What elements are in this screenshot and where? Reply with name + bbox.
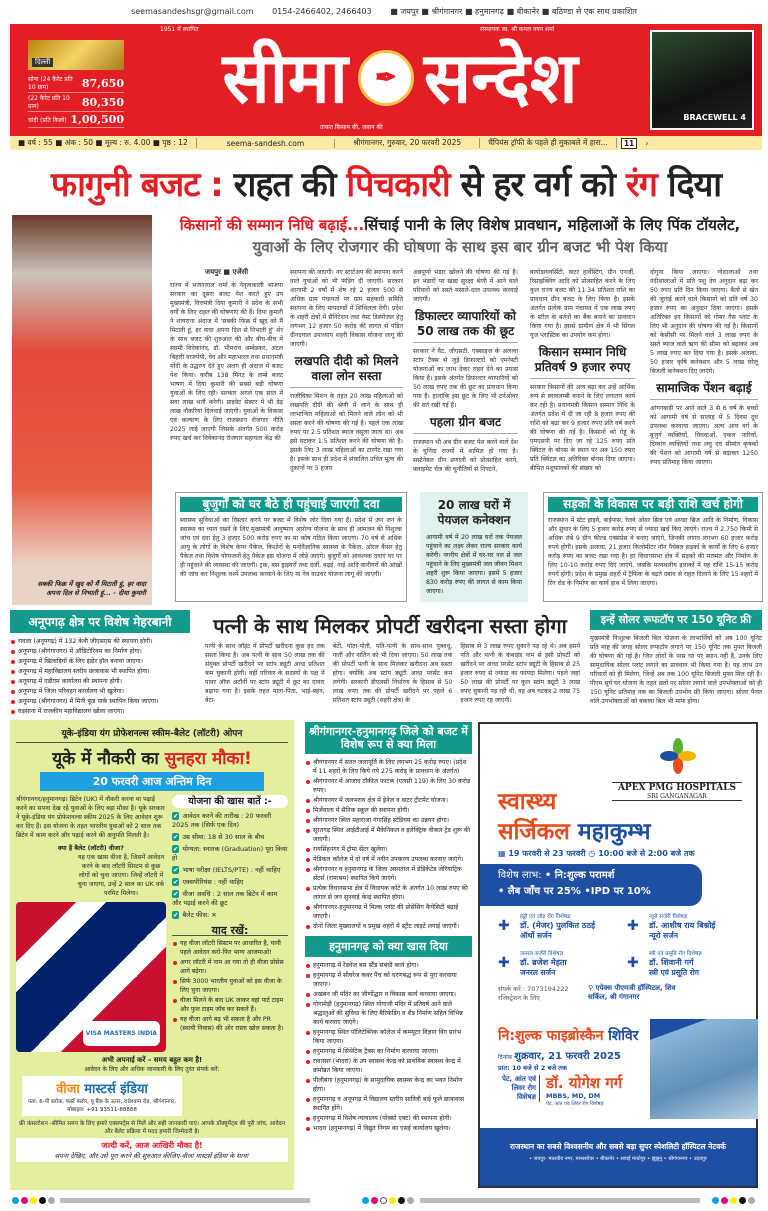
list-item: हनुमानगढ़ स्थित पॉलिटेक्निक कॉलेज में कम्प्यूटर विज्ञान विंग प्रारंभ किया जाएगा। [305,1028,472,1046]
surgery-photo [650,1019,758,1119]
list-item: घड़साना में राजकीय महाविद्यालय खोला जाएगा। [10,707,190,716]
checkmark-icon: ✔ [173,911,179,919]
feature-item: ✔ योग्यता: स्नातक (Graduation) पूरा किया हो [172,845,288,862]
property-article: पत्नी के साथ जॉइंट में प्रोपर्टी खरीदना कुछ हद तक सस्ता किया है। अब पत्नी के साथ 50 लाख तक की संयुक्त प्रोपर्टी खरीदने पर स्टांप ड्यूटी आधा प्रतिशत कम चुकानी होगी। वहीं परिवार के सदस्यों के पक्ष में पावर ऑफ अटॉर्नी पर स्टांप ड्यूटी में छूट का दायरा बढ़ाया गया है। इसके तहत माता-पिता, भाई-बहन, बेटा- बेटी, पोता-पोती, पति-पत्नी के साथ-साथ पुत्रवधू, नाती और नातिन को भी दिया जाएगा। 50 लाख तक की प्रोपर्टी पत्नी के साथ मिलकर खरीदना अब सस्ता होगा। क्योंकि अब स्टांप ड्यूटी आधा परसेंट कम लगेगी। सरकारी डीएलसी निर्धारण के हिसाब से 50 लाख रुपए तक की प्रोपर्टी खरीदने पर पहले 6 प्रतिशत स्टांप ड्यूटी (शहरी क्षेत्र) के हिसाब से 3 लाख रुपए चुकाने पड़ रहे थे। अब इसमें पति और पत्नी के कंबाइंड नाम से इसी प्रोपर्टी को खरीदने पर आधा परसेंट स्टांप ड्यूटी के हिसाब से 25 हजार रुपए से ज्यादा का फायदा मिलेगा। पहले जहां 50 लाख की प्रोपर्टी पर कुल स्टांप ड्यूटी 3 लाख रुपए चुकानी पड़ रही थी, वह अब घटकर 2 लाख 75 हजार रुपए रह जाएगी। [205,643,581,704]
features-list [172,812,288,920]
remember-list [172,939,288,1033]
doctor-card: ✚ हड्डी एवं जोड़ रोग विशेषज्ञ डॉ. (मेजर) पुलकित ठठई ऑर्थो सर्जन [498,914,596,940]
lead-column-2: स्थापना की जाएगी। नए स्टार्टअप की स्थापना करने वाले युवाओं को भी फंडिंग दी जाएगी। सरकार आगामी 2 वर्षों में शेष रहे 2 हजार 500 से अधिक ग्राम पंचायतों पर ग्राम सहकारी समिति स्थापना के लिए मापदण्डों में शिथिलता देगी। प्रदेश के शहरी क्षेत्रों में सैनिटेशन तथा वेस्ट डिस्पोजल हेतु लगभग 12 हजार 50 करोड़ की लागत से पंडित दीनदयाल उपाध्याय शहरी विकास योजना लागू की जाएगी। लखपति दीदी को मिलने वाला लोन सस्ता राजीविका मिशन के तहत 20 लाख महिलाओं को लखपति दीदी की श्रेणी में लाने के साथ ही लाभान्वित महिलाओं को मिलने वाले लोन को भी सस्ता करने की घोषणा की गई है। पहले एक लाख रुपए पर 2.5 प्रतिशत ब्याज वसूला जाता था। अब इसे घटाकर 1.5 प्रतिशत करने की घोषणा की है। इसके लिए 3 लाख महिलाओं का टारगेट रखा गया है। इसके साथ ही प्रदेश में संचालित उचित मूल्य की दुकानों पर 5 हजार [290,269,403,472]
checkmark-icon: ✔ [173,890,179,898]
apex-hospital-advertisement: APEX PMG HOSPITALS SRI GANGANAGAR स्वास्थ्य सर्जिकल महाकुम्भ ▦ 19 फरवरी से 23 फरवरी ◷ 10:00 बजे से 2:00 बजे तक विशेष लाभ: • नि:शुल्क परामर्श • लैब जाँच पर 25% •IPD पर 10% ✚ हड्डी एवं जोड़ रोग विशेषज्ञ डॉ. (मेजर) पुलकित ठठई ऑर्थो सर्जन ✚ न्यूरो सर्जरी विशेषज्ञ डॉ. आशीष राय बिश्नोई न्यूरो सर्जन ✚ जनरल सर्जरी विशेषज्ञ डॉ. ब्रजेश मेहता जनरल सर्जन ✚ स्त्री एवं प्रसूति रोग विशेषज्ञ डॉ. शिवानी गर्ग स्त्री एवं प्रसूति रोग संपर्क करें : 7073194222 रजिस्ट्रेशन के लिए ⚲ एपेक्स पीएमजी हॉस्पिटल, शिव सर्किल, श्री गंगानगर नि:शुल्क फाइब्रोस्कैन शिविर दिनांक शुक्रवार, 21 फरवरी 2025 प्रात: 10 बजे से 2 बजे तक पेट, आंत एवं लिवर रोग विशेषज्ञ डॉ. योगेश गर्ग MBBS, MD, DM पेट, आंत एवं लिवर रोग विशेषज्ञ राजस्थान का सबसे विश्वसनीय और सबसे बड़ा सुपर स्पेशलिटी हॉस्पिटल नेटवर्क • जयपुर- मालवीय नगर, मानसरोवर • बीकानेर • सवाई माधोपुर • झुंझुनू • श्रीगंगानगर • उदयपुर [478,722,758,1188]
list-item: हनुमानगढ़ में रेडवेज बस स्टैंड संबंधी कार्य होगा। [305,961,472,970]
list-item: श्रीगंगानगर-हनुमानगढ़ में मिल्क प्लांट की प्रोसेसिंग कैपेसिटी बढ़ाई जाएगी। [305,903,472,921]
color-registration-marks [712,1196,755,1204]
info-bar: ■ वर्ष : 55 ■ अंक : 50 ■ मूल्य : रु. 4.00 ■ पृष्ठ : 12 seema-sandesh.com श्रीगंगानगर, गुरुवार, 20 फरवरी 2025 चैंपियंस ट्रॉफी के पहले ही मुकाबले में हारा... 11 › [10,136,762,150]
rate-row: चांदी (प्रति किलो) 1,00,500 [28,113,124,126]
list-item: गोगामेड़ी (हनुमानगढ़) स्थित गोगाजी मंदिर में प्रतिवर्ष आने वाले श्रद्धालुओं की सुविधा के लिए बैरिकेडिंग व शैड निर्माण सहित विभिन्न कार्य करवाए जाएंगे। [305,1000,472,1027]
solar-section: इन्हें सोलर रूफटॉप पर 150 यूनिट फ्री मुख्यमंत्री निःशुल्क बिजली बिल योजना के लाभार्थियों को अब 100 यूनिट प्रति माह की जगह सोलर रूफटॉप लगाने पर 150 यूनिट तक मुफ्त बिजली की घोषणा की गई है। जिन लोगों के पास घर पर स्थान नहीं है, उनके लिए सामुदायिक सोलर प्लांट लगाने का प्रावधान भी किया गया है। यह लाभ उन परिवारों को ही मिलेगा, जिन्हें अब तक 100 यूनिट बिजली मुफ्त मिल रही है। पीएम सूर्य घर योजना के तहत छतों पर सोलर लगाने वाले उपभोक्ताओं को ही 150 यूनिट प्रतिमाह तक का बिजली उपभोग फ्री किया जाएगा। सोलर पैनल वाले उपभोक्ताओं को बकाया बिल भी माफ होगा। [590,610,762,706]
lead-column-5: दोगुना किया जाएगा। गोशालाओं तथा नंदीशालाओं में प्रति पशु देय अनुदान बढ़ा कर 50 रुपए प्रति दिन किया जाएगा। बैलों से खेत की जुताई करने वाले किसानों को प्रति वर्ष 30 हजार रुपए का अनुदान दिया जाएगा। इसके अतिरिक्त इन किसानों को गोबर गैस प्लांट के लिए भी अनुदान की घोषणा की गई है। किसानों को केसीसी पर मिलने वाले 3 लाख रुपए के सस्ते ब्याज वाले ऋण की सीमा को बढ़ाकर अब 5 लाख रुपए कर दिया गया है। इसके अलावा, 50 हजार कृषि कनेक्शन और 5 लाख घरेलू बिजली कनेक्शन दिए जाएंगे। सामाजिक पेंशन बढ़ाई आंगनबाड़ी पर आने वाले 3 से 6 वर्ष के बच्चों को आगामी वर्ष से सप्ताह में 5 दिवस दूध उपलब्ध करवाया जाएगा। अल्प आय वर्ग के बुजुर्ग व्यक्तियों, विधवाओं, एकल नारियों, दिव्यांग व्यक्तियों तथा लघु एवं सीमांत कृषकों की पेंशन को आगामी वर्ष से बढ़ाकर 1250 रुपए प्रतिमाह किया जाएगा। [650,269,758,466]
founder: संस्थापक स्व. श्री कमल नयन शर्मा [480,26,555,33]
doctors-and-contact: ✚ हड्डी एवं जोड़ रोग विशेषज्ञ डॉ. (मेजर) पुलकित ठठई ऑर्थो सर्जन ✚ न्यूरो सर्जरी विशेषज्ञ डॉ. आशीष राय बिश्नोई न्यूरो सर्जन ✚ जनरल सर्जरी विशेषज्ञ डॉ. ब्रजेश मेहता जनरल सर्जन ✚ स्त्री एवं प्रसूति रोग विशेषज्ञ डॉ. शिवानी गर्ग स्त्री एवं प्रसूति रोग संपर्क करें : 7073194222 रजिस्ट्रेशन के लिए ⚲ एपेक्स पीएमजी हॉस्पिटल, शिव सर्किल, श्री गंगानगर [498,912,748,1002]
phone: 0154-2466402, 2466403 [272,7,372,16]
pen-emblem-icon: ✒ [358,50,414,106]
list-item: हनुमानगढ़ व अनूपगढ़ में विद्यालय स्तरीय सावित्री बाई फूले छात्रावास स्थापित होंगे। [305,1095,472,1113]
doctor-list [498,912,748,978]
property-headline: पत्नी के साथ मिलकर प्रोपर्टी खरीदना सस्ता होगा [213,614,567,638]
lead-subheadline: किसानों की सम्मान निधि बढ़ाई...सिंचाई पानी के लिए विशेष प्रावधान, महिलाओं के लिए पिंक टॉयलेट, युवाओं के लिए रोजगार की घोषणा के साथ इस बार ग्रीन बजट भी पेश किया [179,216,741,256]
elderly-medicine-box: बुजुर्गों को घर बैठे ही पहुंचाई जाएगी दवा स्वास्थ्य सुविधाओं का विस्तार करने पर बजट में विशेष जोर दिया गया है। प्रदेश में जन जन के स्वास्थ्य का ध्यान रखने के लिए मुख्यमंत्री आयुष्मान आरोग्य योजना के साथ ही आमजन की निशुल्क जांच एवं दवा हेतु 3 हजार 500 करोड़ रुपए का मा कोष गठित किया जाएगा। 70 वर्ष से अधिक आयु के लोगों के विशेष केयर पैकेज, किशोरों के मनोवैज्ञानिक स्वास्थ्य के पैकेज, ओरल कैंसर हेतु पैकेज तथा विशेष योग्यजनों हेतु पैकेज इस योजना में जोड़े जाएंगे। बुजुर्गों को आवश्यक दवाएं घर पर ही पहुंचाने की व्यवस्था की जाएगी। ट्रक, बस ड्राइवरों तथा दर्जी, बढ़ई, नाई आदि कारीगरों की आंखों की जांच कर निशुल्क चश्मे उपलब्ध करवाने के लिए मा नेत्र वाउचर योजना लागू की जाएगी। [175,492,407,602]
color-registration-marks [12,1196,55,1204]
clock-icon: ◷ [588,849,599,858]
masthead [10,24,762,136]
visa-masters-logo: VISA MASTERS INDIA [83,1021,160,1046]
rate-row: (22 कैरेट प्रति 10 ग्राम) 80,350 [28,95,124,110]
editions: ■ जयपुर ■ श्रीगंगानगर ■ हनुमानगढ़ ■ बीकानेर ■ बठिण्डा से एक साथ प्रकाशित [390,7,637,16]
list-item: अनूपगढ़ में जिला परिवहन कार्यालय भी खुलेगा। [10,687,190,696]
list-item: सिर्फ 3000 भारतीय युवाओं को इस वीजा के लिए चुना जाएगा। [172,977,288,995]
photo-caption: सबकी फिक्र में खुद को मैं मिटाती हूं, हर वादा अपना दिल से निभाती हूं... - दीया कुमारी [37,580,146,597]
list-item: अगर लॉटरी में नाम आ गया तो ही वीजा प्रोसेस आगे बढ़ेगा। [172,958,288,976]
color-registration-bar [420,1198,700,1203]
finance-minister-photo [12,215,152,605]
specialty-icon: ✚ [498,955,510,971]
model-with-crown-image [16,902,166,1052]
feature-item: ✔ वीजा अवधि : 2 साल तक ब्रिटेन में काम और पढ़ाई करने की छूट [172,890,278,907]
feature-item: ✔ एक्सपीरियंस : नहीं चाहिए [173,878,244,886]
calendar-icon: ▦ [498,849,509,858]
website-link[interactable]: seema-sandesh.com [197,139,335,148]
list-item: सूरतगढ़ स्थित आईटीआई में मैकेनिकल व इलेक्ट्रिक वीकल ट्रेड शुरू की जाएगी। [305,826,472,844]
cricket-photo: BRACEWELL 4 [650,30,754,130]
rates-city: दिल्ली [32,58,53,67]
list-item: मेडिकल कॉलेज में दो वर्ष में नवीन उपकरण उपलब्ध करवाए जाएंगे। [305,855,472,864]
list-item: पीलीबंगा (हनुमानगढ़) के सामुदायिक स्वास्थ्य केन्द्र का भवन निर्माण होगा। [305,1076,472,1094]
lead-column-1: जयपुर ■ एजेंसी राज्य में भजनलाल शर्मा के नेतृत्वकाली भाजपा सरकार का दूसरा बजट पेश करते हुए उप मुख्यमंत्री, वित्तमंत्री दिया कुमारी ने प्रदेश के सभी वर्गों के लिए राहत की घोषणाएं की हैं। दिया कुमारी ने शायराना अंदाज में 'सबकी फिक्र में खुद को मैं मिटाती हूं, हर वादा अपना दिल से निभाती हूं' शेर के साथ बजट की शुरुआत की और बीच-बीच में स्वामी विवेकानंद, डॉ. भीमराव अम्बेडकर, अटल बिहारी वाजपेयी, वेद और महाभारत तथा प्रधानमंत्री मोदी के उद्धरण देते हुए अलग ही अंदाज में बजट पेश किया। करीब 138 मिनट के लम्बे बजट भाषण में दिया कुमारी की सबसे बड़ी घोषणा युवाओं के लिए रही। सरकार अगले एक साल में सवा लाख भर्ती करेगी। प्राइवेट सेक्टर में भी डेढ़ लाख नौकरियां दिलवाई जाएंगी। युवाओं के विकास एवं कल्याण के लिए राजस्थान रोजगार नीति 2025 लाई जाएगी जिसके अंतर्गत 500 करोड़ रुपए खर्च कर विवेकानंद रोजगार सहायता केंद्र की [170,268,283,442]
list-item: यह वीजा लॉटरी सिस्टम पर आधारित है, यानी पहले आवेदन करो-फिर भाग्य आजमाओ! [172,939,288,957]
list-item: श्रीगंगानगर में सतत जलापूर्ति के लिए लगभग 25 करोड़ रुपए। (प्रदेश में 11 शहरों के लिए किये गये 275 करोड़ के प्रावधान के अंतर्गत) [305,758,472,776]
rate-row: सोना (24 कैरेट प्रति 10 ग्राम) 87,650 [28,76,124,91]
specialty-icon: ✚ [627,955,639,971]
apex-flower-logo-icon [660,738,696,774]
feature-item: ✔ आवेदन करने की तारीख : 20 फरवरी 2025 तक (सिर्फ एक दिन) [172,812,272,829]
doctor-card: ✚ स्त्री एवं प्रसूति रोग विशेषज्ञ डॉ. शिवानी गर्ग स्त्री एवं प्रसूति रोग [627,951,702,977]
list-item: श्रीगंगानगर व हनुमानगढ़ के जिला अस्पताल में डेडिकेटेड जेरियाट्रिक सेंटर्स (रामाश्रम) स्थापित किये जाएंगे। [305,865,472,883]
list-item: हनुमानगढ़ में सिंथेटिक ट्रैक्स का निर्माण करवाया जाएगा। [305,1047,472,1056]
feature-item: ✔ भाषा परीक्षा (IELTS/PTE) : नहीं चाहिए [173,866,281,874]
uk-visa-advertisement: यूके-इंडिया यंग प्रोफेशनल्स स्कीम-बैलेट (लॉटरी) ओपन यूके में नौकरी का सुनहरा मौका! 20 फरवरी आज अन्तिम दिन श्रीगंगानगर/हनुमानगढ़। ब्रिटेन (UK) में नौकरी करना या पढ़ाई करने का सपना देख रहे युवाओं के लिए बड़ा मौका है। यूके सरकार ने यूके-इंडिया यंग प्रोफेशनल्स स्कीम 2025 के लिए आवेदन शुरू कर दिए हैं। इस योजना के तहत भारतीय युवाओं को 2 साल तक ब्रिटेन में काम करने और पढ़ाई करने की अनुमति मिलती है। क्या है बैलेट (लॉटरी) वीजा? यह एक खास वीजा है, जिसमें आवेदन करने के बाद लॉटरी सिस्टम से कुछ लोगों को चुना जाएगा। जिन्हें लॉटरी में चुना जाएगा, उन्हें 2 साल का UK वर्क परमिट मिलेगा। VISA MASTERS INDIA योजना की खास बातें :- ✔ आवेदन करने की तारीख : 20 फरवरी 2025 तक (सिर्फ एक दिन) ✔ उम्र सीमा: 18 से 30 साल के बीच ✔ योग्यता: स्नातक (Graduation) पूरा किया हो ✔ भाषा परीक्षा (IELTS/PTE) : नहीं चाहिए ✔ एक्सपीरियंस : नहीं चाहिए ✔ वीजा अवधि : 2 साल तक ब्रिटेन में काम और पढ़ाई करने की छूट ✔ बैलेट फीस: ✕ याद रखें: यह वीजा लॉटरी सिस्टम पर आधारित है, यानी पहले आवेदन करो-फिर भाग्य आजमाओ! अगर लॉटरी में नाम आ गया तो ही वीजा प्रोसेस आगे बढ़ेगा। सिर्फ 3000 भारतीय युवाओं को इस वीजा के लिए चुना जाएगा। वीजा मिलने के बाद UK जाकर वहां पार्ट टाइम और फुल टाइम जॉब कर सकते हैं। यह वीजा आगे बढ़ भी सकता है और PR (स्थायी निवास) की ओर रास्ता खोल सकता है। अभी अपनाई करें – समय बहुत कम है! आवेदन के लिए और अधिक जानकारी के लिए तुरंत संपर्क करें: वीजा मास्टर्स इंडिया पता: 6-पी ब्लॉक, फर्स्ट फ्लोर, यू बैंक के ऊपर, राधेश्याम रोड, श्रीगंगानगर, मोबाइल: +91 93511-88888 फ्री कंसल्टेशन -सीमित समय के लिए हमारे एक्सपर्ट्स से मिलें और सही जानकारी पाएं। आपके डॉक्यूमेंट्स की पूरी जांच, आवेदन और बैलेट प्रक्रिया में मदद हमारी जिम्मेदारी है। जल्दी करें, आज आखिरी मौका है! सपना देखिए, और उसे पूरा करने की शुरुआत कीजिए-वीजा मास्टर्स इंडिया के साथ! [10,720,294,1190]
list-item: अनूपगढ़ (श्रीगंगानगर) में ऑडिटोरियम का निर्माण होगा। [10,647,190,656]
checkmark-icon: ✔ [173,833,179,841]
list-item: अनूपगढ़ (श्रीगंगानगर) में मिनी फूड पार्क स्थापित किया जाएगा। [10,697,190,706]
feature-item: ✔ बैलेट फीस: ✕ [173,911,217,919]
color-registration-bar [60,1198,310,1203]
list-item: रावला (अनूपगढ़) में 132 केवी जीएसएस की स्थापना होगी। [10,637,190,646]
top-contact-line [0,6,768,17]
list-item: भादरा (हनुमानगढ़) में विद्युत निगम का एसई कार्यालय खुलेगा। [305,1124,472,1133]
established: 1951 में स्थापित [160,26,199,33]
list-item: श्रीगंगानगर में आजाद टॉकीज फाटक (एलसी 119) के लिए 30 करोड़ रुपए। [305,777,472,795]
ganganagar-section: श्रीगंगानगर-हनुमानगढ़ जिले को बजट में विशेष रूप से क्या मिला श्रीगंगानगर में सतत जलापूर्ति के लिए लगभग 25 करोड़ रुपए। (प्रदेश में 11 शहरों के लिए किये गये 275 करोड़ के प्रावधान के अंतर्गत) श्रीगंगानगर में आजाद टॉकीज फाटक (एलसी 119) के लिए 30 करोड़ रुपए। श्रीगंगानगर में जलभराव क्षेत्र में ड्रेनेज व वाटर ट्रीटमेंट योजना। मिर्जेवाला में सैनिक स्कूल की स्थापना होगी। श्रीगंगानगर स्थित महाराजा गंगासिंह स्टेडियम का उन्नयन होगा। सूरतगढ़ स्थित आईटीआई में मैकेनिकल व इलेक्ट्रिक वीकल ट्रेड शुरू की जाएगी। रायसिंहनगर में ट्रोमा सेंटर खुलेगा। मेडिकल कॉलेज में दो वर्ष में नवीन उपकरण उपलब्ध करवाए जाएंगे। श्रीगंगानगर व हनुमानगढ़ के जिला अस्पताल में डेडिकेटेड जेरियाट्रिक सेंटर्स (रामाश्रम) स्थापित किये जाएंगे। प्रत्येक विधानसभा क्षेत्र में विधायक कोटे के अंतर्गत 10 लाख रुपए की लागत से जन सुनवाई केन्द्र स्थापित होगा। श्रीगंगानगर-हनुमानगढ़ में मिल्क प्लांट की प्रोसेसिंग कैपेसिटी बढ़ाई जाएगी। दोनों जिला मुख्यालयों व प्रमुख शहरों में स्ट्रीट लाइटें लगाई जाएंगी। हनुमानगढ़ को क्या खास दिया हनुमानगढ़ में रेडवेज बस स्टैंड संबंधी कार्य होगा। हनुमानगढ़ में सीवरेज कवर पैच को चरणबद्ध रूप से पूरा करवाया जाएगा। अखबन जी मंदिर का जीर्णोद्धार व विकास कार्य करवाया जाएगा। गोगामेड़ी (हनुमानगढ़) स्थित गोगाजी मंदिर में प्रतिवर्ष आने वाले श्रद्धालुओं की सुविधा के लिए बैरिकेडिंग व शैड निर्माण सहित विभिन्न कार्य करवाए जाएंगे। हनुमानगढ़ स्थित पॉलिटेक्निक कॉलेज में कम्प्यूटर विज्ञान विंग प्रारंभ किया जाएगा। हनुमानगढ़ में सिंथेटिक ट्रैक्स का निर्माण करवाया जाएगा। रावतसर (भादरा) के उप स्वास्थ्य केन्द्र को प्राथमिक स्वास्थ्य केन्द्र में क्रमोन्नत किया जाएगा। पीलीबंगा (हनुमानगढ़) के सामुदायिक स्वास्थ्य केन्द्र का भवन निर्माण होगा। हनुमानगढ़ व अनूपगढ़ में विद्यालय स्तरीय सावित्री बाई फूले छात्रावास स्थापित होंगे। हनुमानगढ़ में विशेष न्यायालय (पोक्सो एक्ट) की स्थापना होगी। भादरा (हनुमानगढ़) में विद्युत निगम का एसई कार्यालय खुलेगा। [305,722,472,1134]
list-item: श्रीगंगानगर स्थित महाराजा गंगासिंह स्टेडियम का उन्नयन होगा। [305,816,472,825]
checkmark-icon: ✔ [173,845,179,853]
list-item: प्रत्येक विधानसभा क्षेत्र में विधायक कोटे के अंतर्गत 10 लाख रुपए की लागत से जन सुनवाई केन्द्र स्थापित होगा। [305,884,472,902]
teaser-link[interactable]: चैंपियंस ट्रॉफी के पहले ही मुकाबले में हारा... [480,138,617,148]
lead-column-3: अन्नपूर्णा भंडार खोलने की घोषणा की गई है। इन भंडारों पर खाद्य सुरक्षा श्रेणी में आने वाले परिवारों को सस्ते मसाले-दाल उपलब्ध करवाई जाएंगी। डिफाल्टर व्यापारियों को 50 लाख तक की छूट सरकार ने वैट, जीएसटी, एक्साइज के अलावा स्टांप टैक्स से जुड़े डिफाल्टरों को एमनेस्टी योजनाओं का लाभ देकर राहत देने का प्रयास किया है। इसके अंतर्गत डिफाल्टर व्यापारियों को 50 लाख रुपए तक की छूट का प्रावधान किया गया है। हालांकि इस छूट के लिए भी टर्नओवर की शर्त रखी गई है। पहला ग्रीन बजट राजस्थान भी अब ग्रीन बजट पेश करने वाले देश के चुनिंदा राज्यों में शामिल हो गया है। सस्टेनेबल ग्रीन प्रणाली को प्रोत्साहित करने, क्लाइमेट चेंज की चुनौतियों से निपटने, [413,269,518,473]
checkmark-icon: ✔ [173,866,179,874]
list-item: श्रीगंगानगर में जलभराव क्षेत्र में ड्रेनेज व वाटर ट्रीटमेंट योजना। [305,796,472,805]
feature-item: ✔ उम्र सीमा: 18 से 30 साल के बीच [173,833,265,841]
water-connection-box: 20 लाख घरों में पेयजल कनेक्शन आगामी वर्ष में 20 लाख घरों तक पेयजल पहुंचाने का लक्ष्य लेकर राज्य सरकार कार्य करेगी। नगरीय क्षेत्रों में घर-घर नल से जल पहुंचाने के लिए मुख्यमंत्री जल जीवन मिशन शहरी शुरू किया जाएगा। इसमें 5 हजार 830 करोड़ रुपए की लागत से काम किया जाएगा। [420,492,528,602]
specialty-icon: ✚ [498,918,510,934]
tagline: ताकत किसान की, जवान की [320,124,383,131]
lead-column-4: बायोडायवर्सिटी, वाटर हार्वेस्टिंग, ग्रीन एनर्जी, रिसाइक्लिंग आदि को प्रोत्साहित करने के लिए कुल राज्य बजट की 11.34 प्रतिशत राशि का प्रावधान ग्रीन बजट के लिए किया है। इसके अंतर्गत प्रत्येक ग्राम पंचायत में एक लाख रुपए के स्टील के बर्तनों का बैंक बनाने का प्रावधान किया गया है। इससे ग्रामीण क्षेत्र में भी सिंगल यूज प्लास्टिक का उपयोग कम होगा। किसान सम्मान निधि प्रतिवर्ष 9 हजार रुपए सरकार किसानों की आय बढ़ा कर उन्हें आर्थिक रूप से स्वावलम्बी बनाने के लिए लगातार कार्य कर रही है। प्रधानमंत्री किसान सम्मान निधि के अंतर्गत प्रदेश में दी जा रही 8 हजार रुपए की राशि को बढ़ा कर 9 हजार रुपए प्रति वर्ष करने की घोषणा की गई है। किसानों को गेहूं के एमएसपी पर दिए जा रहे 125 रुपए प्रति क्विंटल के बोनस के स्थान पर अब 150 रुपए प्रति क्विंटल का अतिरिक्त बोनस दिया जाएगा। बीमित पशुपालकों की संख्या को [530,269,635,472]
chevron-right-icon[interactable]: › [645,138,649,148]
checkmark-icon: ✔ [173,878,179,886]
newspaper-logo: सीमा ✒ सन्देश [222,36,578,119]
specialty-icon: ✚ [627,918,639,934]
list-item: यह वीजा आगे बढ़ भी सकता है और PR (स्थायी निवास) की ओर रास्ता खोल सकता है। [172,1015,288,1033]
location-pin-icon: ⚲ [588,984,596,992]
visa-masters-contact: वीजा मास्टर्स इंडिया पता: 6-पी ब्लॉक, फर्स्ट फ्लोर, यू बैंक के ऊपर, राधेश्याम रोड, श्रीगंगानगर, मोबाइल: +91 93511-88888 [22,1076,182,1116]
list-item: रायसिंहनगर में ट्रोमा सेंटर खुलेगा। [305,845,472,854]
roads-box: सड़कों के विकास पर बड़ी राशि खर्च होगी राजस्थान में स्टेट हाइवे, बाईपास, रेलवे ओवर ब्रिज एवं अण्डर ब्रिज आदि के निर्माण, विकास और सुधार के लिए 5 हजार करोड़ रुपए से ज्यादा खर्च किए जाएंगे। राज्य में 2,750 किमी से अधिक लंबे 9 ग्रीन फील्ड एक्सप्रेस वे बनाए जाएंगे, जिनकी लागत लगभग 60 हजार करोड़ रुपये होगी। इसके अलावा, 21 हजार किलोमीटर नॉन पैचेबल सड़कों के कार्यों के लिए 6 हजार करोड़ रुपए का बजट रखा गया है। हर विधानसभा क्षेत्र में सड़कों की मरम्मत और निर्माण के लिए 10-10 करोड़ रुपए दिए जाएंगे, जबकि मरुस्थलीय इलाकों में यह राशि 15-15 करोड़ रुपये होगी। प्रदेश के प्रमुख शहरों में ट्रैफिक के बढ़ते दबाव से राहत दिलाने के लिए 15 शहरों में रिंग रोड के निर्माण का कार्य हाथ में लिया जाएगा। [543,492,763,602]
list-item: अखबन जी मंदिर का जीर्णोद्धार व विकास कार्य करवाया जाएगा। [305,990,472,999]
lead-headline: फागुनी बजट : राहत की पिचकारी से हर वर्ग को रंग दिया [50,165,722,205]
checkmark-icon: ✔ [173,812,179,820]
list-item: रावतसर (भादरा) के उप स्वास्थ्य केन्द्र को प्राथमिक स्वास्थ्य केन्द्र में क्रमोन्नत किया जाएगा। [305,1057,472,1075]
list-item: अनूपगढ़ में एडीएम कार्यालय की स्थापना होगी। [10,677,190,686]
list-item: अनूपगढ़ में खिलाड़ियों के लिए इंडोर हॉल बनाया जाएगा। [10,657,190,666]
bullion-rates [28,74,124,128]
anupgarh-section: अनूपगढ़ क्षेत्र पर विशेष मेहरबानी रावला (अनूपगढ़) में 132 केवी जीएसएस की स्थापना होगी। अनूपगढ़ (श्रीगंगानगर) में ऑडिटोरियम का निर्माण होगा। अनूपगढ़ में खिलाड़ियों के लिए इंडोर हॉल बनाया जाएगा। अनूपगढ़ में महाविद्यालय स्तरीय छात्रावास भी स्थापित होगा। अनूपगढ़ में एडीएम कार्यालय की स्थापना होगी। अनूपगढ़ में जिला परिवहन कार्यालय भी खुलेगा। अनूपगढ़ (श्रीगंगानगर) में मिनी फूड पार्क स्थापित किया जाएगा। घड़साना में राजकीय महाविद्यालय खोला जाएगा। [10,610,190,717]
list-item: अनूपगढ़ में महाविद्यालय स्तरीय छात्रावास भी स्थापित होगा। [10,667,190,676]
list-item: हनुमानगढ़ में सीवरेज कवर पैच को चरणबद्ध रूप से पूरा करवाया जाएगा। [305,971,472,989]
anupgarh-list [10,637,190,716]
list-item: वीजा मिलने के बाद UK जाकर वहां पार्ट टाइम और फुल टाइम जॉब कर सकते हैं। [172,996,288,1014]
doctor-card: ✚ न्यूरो सर्जरी विशेषज्ञ डॉ. आशीष राय बिश्नोई न्यूरो सर्जन [627,914,716,940]
doctor-card: ✚ जनरल सर्जरी विशेषज्ञ डॉ. ब्रजेश मेहता जनरल सर्जन [498,951,567,977]
color-registration-marks [362,1196,414,1204]
list-item: मिर्जेवाला में सैनिक स्कूल की स्थापना होगी। [305,806,472,815]
list-item: दोनों जिला मुख्यालयों व प्रमुख शहरों में स्ट्रीट लाइटें लगाई जाएंगी। [305,922,472,931]
email: seemasandeshsgr@gmail.com [131,7,254,16]
list-item: हनुमानगढ़ में विशेष न्यायालय (पोक्सो एक्ट) की स्थापना होगी। [305,1114,472,1123]
